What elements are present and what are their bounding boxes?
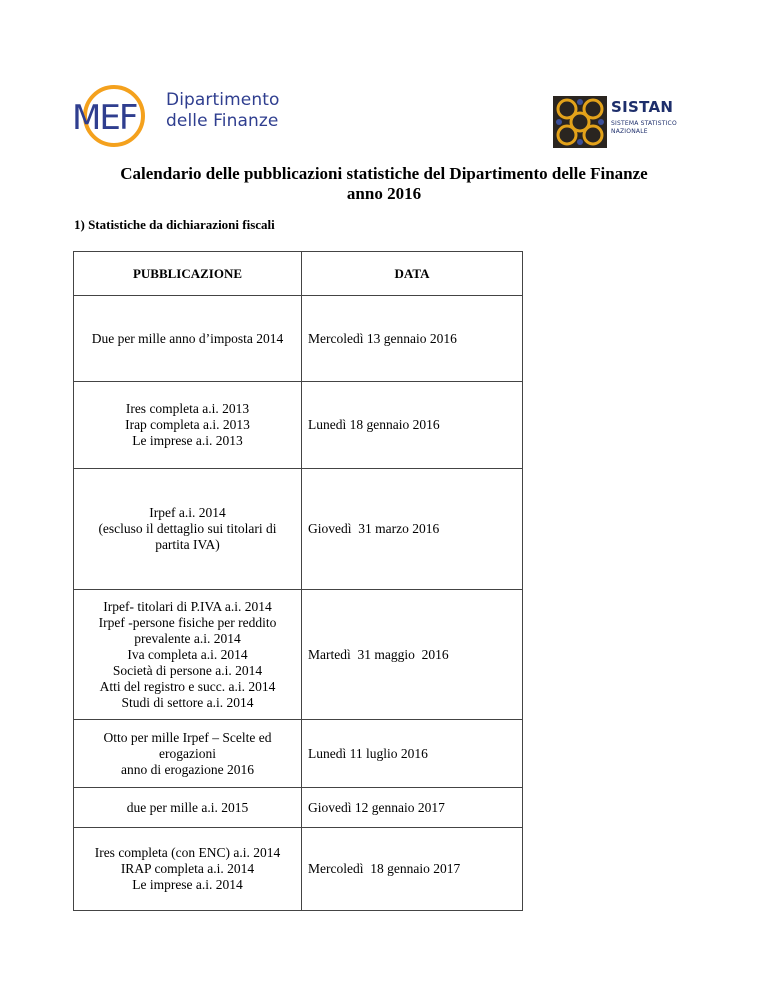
- publication-line: Società di persone a.i. 2014: [112, 662, 263, 678]
- sistan-sub-line2: NAZIONALE: [611, 128, 648, 135]
- publication-line: Due per mille anno d’imposta 2014: [91, 330, 284, 346]
- publication-line: partita IVA): [155, 537, 220, 552]
- mef-line2: delle Finanze: [166, 111, 279, 131]
- publication-line: Le imprese a.i. 2013: [132, 433, 243, 448]
- publication-line: Iva completa a.i. 2014: [127, 646, 248, 662]
- table-row: [74, 828, 523, 911]
- sistan-logo: [553, 96, 711, 148]
- publication-line: erogazioni: [159, 745, 216, 761]
- date-cell: Martedì 31 maggio 2016: [302, 590, 523, 720]
- title-line1: Calendario delle pubblicazioni statistiche del Dipartimento delle Finanze: [120, 164, 648, 183]
- date-cell: Giovedì 12 gennaio 2017: [302, 788, 523, 828]
- publication-line: due per mille a.i. 2015: [126, 799, 249, 815]
- header-pubblicazione: PUBBLICAZIONE: [74, 252, 302, 296]
- mef-mark-text: MEF: [72, 98, 137, 138]
- mef-logo: [70, 84, 280, 148]
- publication-cell: [74, 788, 302, 828]
- publication-line: Irpef a.i. 2014: [149, 505, 226, 520]
- table-row: [74, 469, 523, 590]
- sistan-emblem-icon: [553, 96, 607, 148]
- publication-line: Irap completa a.i. 2013: [125, 417, 250, 432]
- publication-line: anno di erogazione 2016: [120, 761, 255, 777]
- sistan-sub-line1: SISTEMA STATISTICO: [611, 120, 677, 127]
- section-heading: 1) Statistiche da dichiarazioni fiscali: [74, 217, 275, 232]
- publication-cell: [74, 469, 302, 590]
- date-cell: Giovedì 31 marzo 2016: [302, 469, 523, 590]
- table-row: [74, 382, 523, 469]
- publication-cell: [74, 828, 302, 911]
- table-row: [74, 788, 523, 828]
- publication-line: Atti del registro e succ. a.i. 2014: [99, 678, 276, 694]
- date-cell: Mercoledì 13 gennaio 2016: [302, 296, 523, 382]
- date-cell: Mercoledì 18 gennaio 2017: [302, 828, 523, 911]
- publication-line: Irpef- titolari di P.IVA a.i. 2014: [103, 598, 272, 614]
- publication-cell: [74, 296, 302, 382]
- publication-cell: [74, 720, 302, 788]
- publication-cell: [74, 590, 302, 720]
- publication-line: Studi di settore a.i. 2014: [121, 694, 254, 710]
- publication-line: IRAP completa a.i. 2014: [120, 861, 255, 876]
- publication-line: Otto per mille Irpef – Scelte ed: [103, 729, 272, 745]
- publication-cell: [74, 382, 302, 469]
- publication-line: Ires completa a.i. 2013: [125, 401, 250, 416]
- document-title: [0, 164, 768, 204]
- header-data: DATA: [302, 252, 523, 296]
- mef-mark-icon: [70, 84, 160, 148]
- date-cell: Lunedì 18 gennaio 2016: [302, 382, 523, 469]
- publication-calendar-table: [73, 251, 523, 911]
- date-cell: Lunedì 11 luglio 2016: [302, 720, 523, 788]
- mef-line1: Dipartimento: [166, 90, 280, 110]
- publication-line: (escluso il dettaglio sui titolari di: [98, 521, 277, 536]
- table-header-row: [74, 252, 523, 296]
- publication-line: Irpef -persone fisiche per reddito: [98, 614, 277, 630]
- publication-line: Ires completa (con ENC) a.i. 2014: [94, 845, 281, 860]
- sistan-brand: SISTAN: [611, 98, 674, 116]
- publication-line: prevalente a.i. 2014: [134, 630, 241, 646]
- table-row: [74, 720, 523, 788]
- table-row: [74, 590, 523, 720]
- sistan-subtitle: [611, 120, 677, 136]
- publication-line: Le imprese a.i. 2014: [132, 877, 243, 892]
- table-row: [74, 296, 523, 382]
- title-line2: anno 2016: [346, 184, 422, 203]
- mef-department-name: [166, 90, 279, 132]
